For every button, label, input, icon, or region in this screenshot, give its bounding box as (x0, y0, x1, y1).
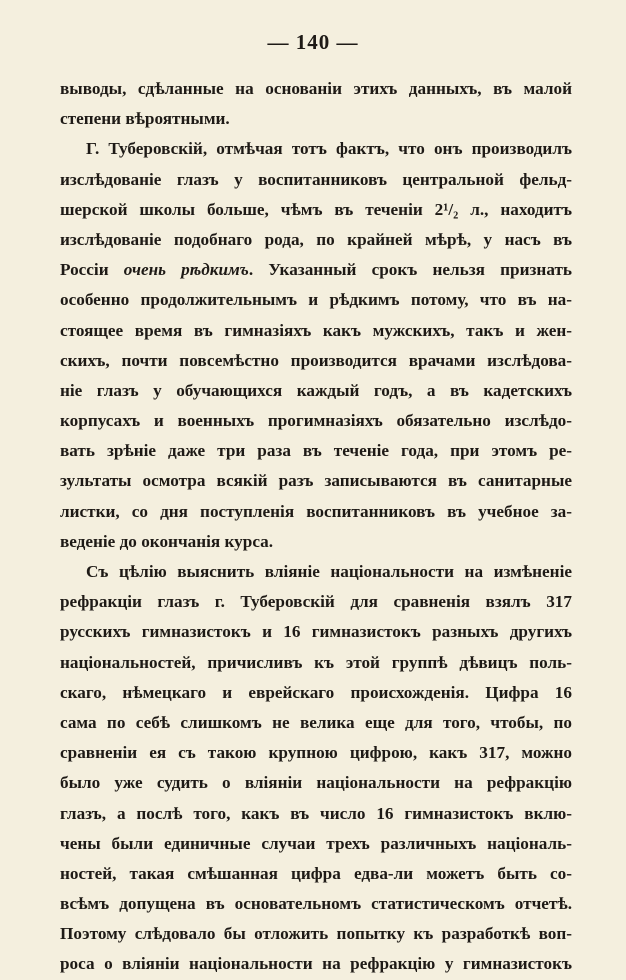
text-line: листки, со дня поступленія воспитанниковъ въ учебное за- (60, 501, 572, 521)
text-line: вать зрѣніе даже три раза въ теченіе года, при этомъ ре- (60, 441, 572, 461)
text-line: зультаты осмотра всякій разъ записываются въ санитарные (60, 471, 572, 491)
text-line: изслѣдованіе глазъ у воспитанниковъ центральной фельд- (60, 169, 572, 189)
text-line (60, 255, 572, 285)
text-line: особенно продолжительнымъ и рѣдкимъ потому, что въ на- (60, 290, 572, 310)
text-line: изслѣдованіе подобнаго рода, по крайней мѣрѣ, у насъ въ (60, 229, 572, 249)
page-number: — 140 — (267, 30, 359, 54)
text-line: сравненіи ея съ такою крупною цифрою, какъ 317, можно (60, 743, 572, 763)
text-line: скихъ, почти повсемѣстно производится врачами изслѣдова- (60, 350, 572, 370)
body-text (60, 74, 572, 980)
text-line: всѣмъ допущена въ основательномъ статистическомъ отчетѣ. (60, 894, 572, 914)
text-line: шерской школы больше, чѣмъ въ теченіи 2¹/₂ л., находитъ (60, 199, 572, 219)
text-line: Съ цѣлію выяснить вліяніе національности на измѣненіе (86, 562, 572, 581)
text-line: рефракціи глазъ г. Туберовскій для сравненія взялъ 317 (60, 592, 572, 612)
text-line: веденіе до окончанія курса. (60, 531, 274, 551)
text-line: русскихъ гимназистокъ и 16 гимназистокъ разныхъ другихъ (60, 622, 572, 642)
text-line: корпусахъ и военныхъ прогимназіяхъ обязательно изслѣдо- (60, 411, 572, 431)
text-line: было уже судить о вліяніи національности на рефракцію (60, 773, 572, 793)
text-line: національностей, причисливъ къ этой группѣ дѣвицъ поль- (60, 652, 572, 672)
text-line: роса о вліяніи національности на рефракцію у гимназистокъ (60, 954, 572, 974)
text-line: скаго, нѣмецкаго и еврейскаго происхожденія. Цифра 16 (60, 682, 572, 702)
text-line: ніе глазъ у обучающихся каждый годъ, а въ кадетскихъ (60, 380, 572, 400)
text-segment: . Указанный срокъ нельзя признать (248, 260, 572, 280)
emphasized-text: очень рѣдкимъ (123, 260, 249, 280)
text-line: Г. Туберовскій, отмѣчая тотъ фактъ, что онъ производилъ (86, 139, 572, 159)
text-line: сама по себѣ слишкомъ не велика еще для того, чтобы, по (60, 712, 572, 732)
text-line: стоящее время въ гимназіяхъ какъ мужскихъ, такъ и жен- (60, 320, 572, 340)
text-line: выводы, сдѣланные на основаніи этихъ данныхъ, въ малой (60, 79, 572, 98)
text-line: ностей, такая смѣшанная цифра едва-ли можетъ быть со- (60, 863, 572, 883)
text-line: Поэтому слѣдовало бы отложить попытку къ разработкѣ воп- (60, 924, 572, 944)
text-line: чены были единичные случаи трехъ различныхъ національ- (60, 833, 572, 853)
text-line: степени вѣроятными. (60, 109, 230, 129)
text-line: глазъ, а послѣ того, какъ въ число 16 гимназистокъ вклю- (60, 803, 572, 823)
text-segment: Россіи (60, 260, 124, 280)
